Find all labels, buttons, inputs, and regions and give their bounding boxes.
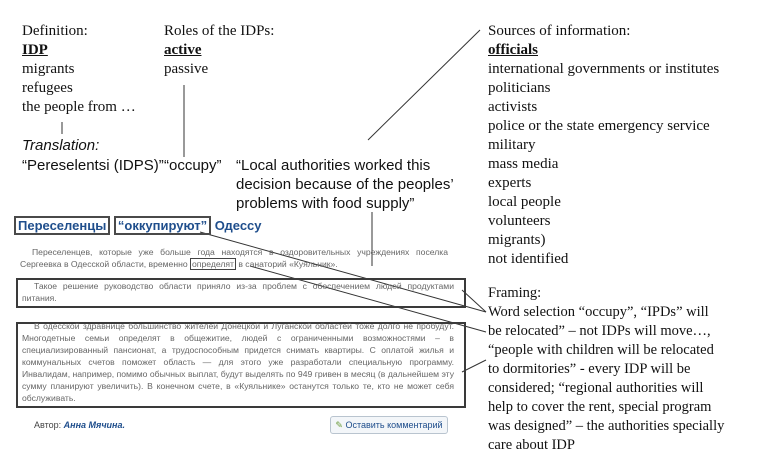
connector-sources xyxy=(368,30,480,140)
roles-term: active xyxy=(164,42,202,58)
framing-line: was designed” – the authorities specially xyxy=(488,418,725,434)
framing-line: care about IDP xyxy=(488,437,575,453)
framing-line: “people with children will be relocated xyxy=(488,342,714,358)
definition-heading: Definition: xyxy=(22,23,88,39)
sources-item: migrants) xyxy=(488,232,546,248)
framing-line: help to cover the rent, special program xyxy=(488,399,712,415)
roles-heading: Roles of the IDPs: xyxy=(164,23,275,39)
article-headline xyxy=(14,218,262,233)
author-name: Анна Мячина. xyxy=(63,420,126,430)
definition-item: the people from … xyxy=(22,99,136,115)
p1-boxed-word: определят xyxy=(192,259,234,269)
article-paragraph-1 xyxy=(20,246,448,270)
translation-quote-line: “Local authorities worked this xyxy=(236,157,431,174)
translation-quote-line: problems with food supply” xyxy=(236,195,415,212)
framing-line: considered; “regional authorities will xyxy=(488,380,704,396)
p1-text-before: Переселенцев, которые уже больше года находятся в оздоровительных учреждениях поселка Сергеевка в Одесской области, временно xyxy=(20,247,448,269)
sources-item: international governments or institutes xyxy=(488,61,720,77)
translation-quote xyxy=(236,156,454,213)
sources-item: volunteers xyxy=(488,213,551,229)
sources-item: politicians xyxy=(488,80,551,96)
translation-label: Translation: xyxy=(22,137,100,154)
framing-line: be relocated” – not IDPs will move…, xyxy=(488,323,711,339)
definition-item: migrants xyxy=(22,61,75,77)
sources-heading: Sources of information: xyxy=(488,23,631,39)
sources-item: not identified xyxy=(488,251,569,267)
headline-word-okkupiruyut: “оккупируют” xyxy=(114,216,211,235)
sources-column xyxy=(488,22,719,269)
sources-item: experts xyxy=(488,175,532,191)
translation-quote-line: decision because of the peoples’ xyxy=(236,176,454,193)
definition-item: refugees xyxy=(22,80,73,96)
leave-comment-button[interactable] xyxy=(330,416,448,434)
sources-term: officials xyxy=(488,42,538,58)
article-author xyxy=(34,420,125,430)
sources-item: military xyxy=(488,137,536,153)
comment-icon: ✎ xyxy=(335,420,343,430)
framing-line: Word selection “occupy”, “IPDs” will xyxy=(488,304,709,320)
article-paragraph-3: В одесской здравнице большинство жителей Донецкой и Луганской областей тоже долго не пробудут. Многодетные семьи определят в общежитие, людей с ограниченными возможностями – в специализированный пансионат, а трудоспособным придется снимать квартиры. С оплатой жилья и коммунальных счетов поможет область — для этого уже разработали специальную программу. Инвалидам, например, помимо обычных выплат, будут выделять по 949 гривен в месяц (в дальнейшем эту сумму планируют увеличить). В конечном счете, в «Куяльнике» останутся только те, кто не может себя обслуживать. xyxy=(22,321,454,403)
headline-word-pereselentsy: Переселенцы xyxy=(14,216,110,235)
translation-occupy: “occupy” xyxy=(164,157,222,174)
leave-comment-label: Оставить комментарий xyxy=(345,420,443,430)
sources-item: mass media xyxy=(488,156,559,172)
definition-column xyxy=(22,22,136,117)
article-paragraph-2: Такое решение руководство области приняло из-за проблем с обеспечением людей продуктами питания. xyxy=(22,281,454,303)
roles-column xyxy=(164,22,274,79)
author-label: Автор: xyxy=(34,420,62,430)
framing-line: to dormitories” - every IDP will be xyxy=(488,361,691,377)
framing-block xyxy=(488,284,724,455)
roles-item: passive xyxy=(164,61,209,77)
p1-text-after: в санаторий «Куяльник». xyxy=(238,259,338,269)
sources-item: police or the state emergency service xyxy=(488,118,710,134)
definition-term: IDP xyxy=(22,42,48,58)
sources-item: activists xyxy=(488,99,538,115)
headline-word-odessu: Одессу xyxy=(214,218,262,233)
framing-heading: Framing: xyxy=(488,285,542,301)
translation-pereselentsi: “Pereselentsi (IDPS)” xyxy=(22,157,164,174)
sources-item: local people xyxy=(488,194,561,210)
